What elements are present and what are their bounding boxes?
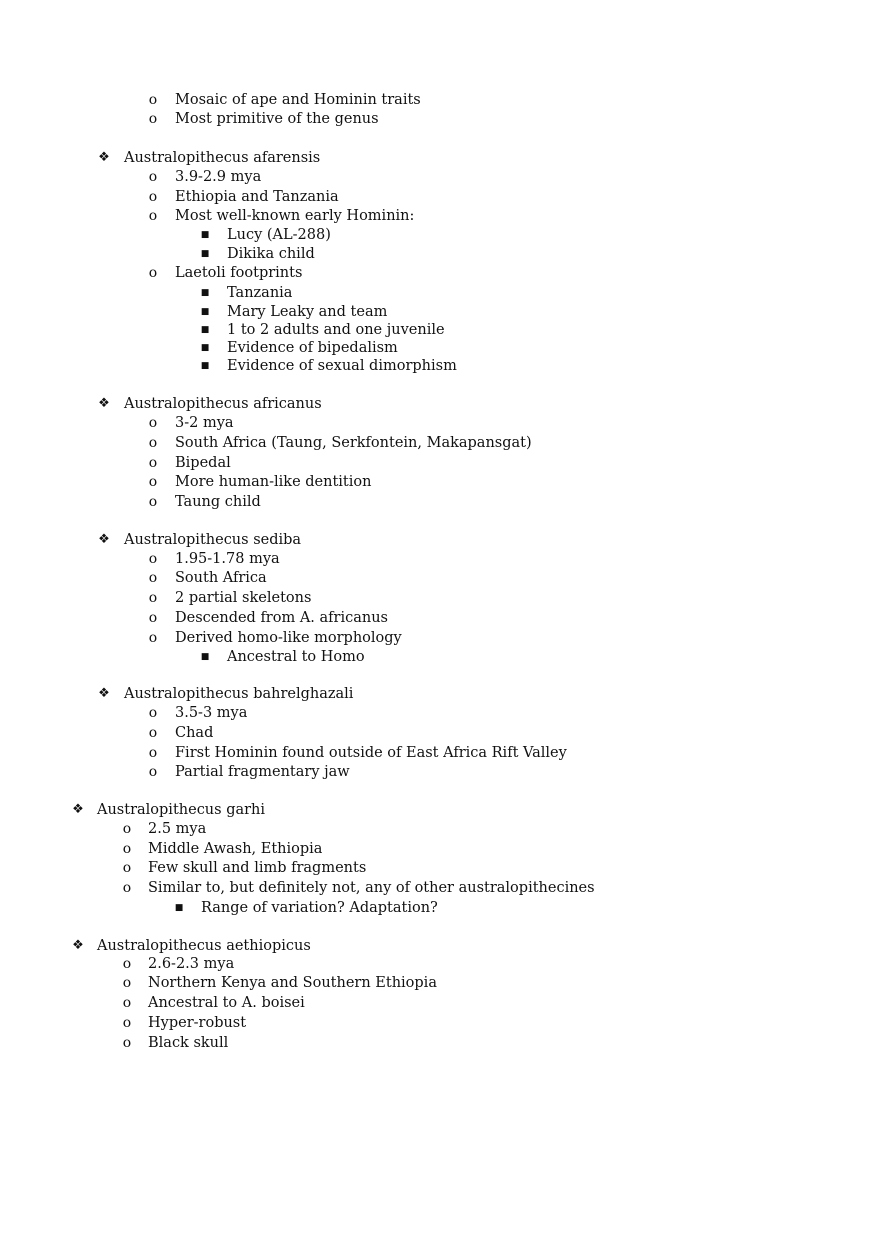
square-bullet-icon: ■ bbox=[200, 230, 210, 240]
list-item-text: 3.9-2.9 mya bbox=[175, 169, 262, 185]
square-bullet-icon: ■ bbox=[200, 307, 210, 317]
square-bullet-icon: ■ bbox=[200, 361, 210, 371]
diamond-bullet-icon: ❖ bbox=[98, 532, 110, 547]
list-item-text: Ancestral to A. boisei bbox=[148, 995, 305, 1011]
circle-bullet-icon: o bbox=[148, 111, 158, 127]
sub-item-text: Dikika child bbox=[227, 246, 315, 262]
list-item-text: 3.5-3 mya bbox=[175, 705, 248, 721]
sub-item-text: 1 to 2 adults and one juvenile bbox=[227, 322, 445, 338]
list-item-text: Hyper-robust bbox=[148, 1015, 247, 1031]
circle-bullet-icon: o bbox=[148, 551, 158, 567]
list-item-text: Northern Kenya and Southern Ethiopia bbox=[148, 975, 437, 991]
list-item-text: South Africa (Taung, Serkfontein, Makapansgat) bbox=[175, 435, 532, 451]
heading-text: Australopithecus bahrelghazali bbox=[124, 686, 354, 702]
square-bullet-icon: ■ bbox=[200, 288, 210, 298]
list-item-text: 2 partial skeletons bbox=[175, 590, 312, 606]
list-item-text: Most well-known early Hominin: bbox=[175, 208, 415, 224]
heading-text: Australopithecus aethiopicus bbox=[97, 938, 311, 954]
circle-bullet-icon: o bbox=[148, 92, 158, 108]
circle-bullet-icon: o bbox=[122, 841, 132, 857]
heading-text: Australopithecus sediba bbox=[124, 532, 302, 548]
circle-bullet-icon: o bbox=[148, 455, 158, 471]
list-item-text: First Hominin found outside of East Africa Rift Valley bbox=[175, 745, 567, 761]
circle-bullet-icon: o bbox=[148, 630, 158, 646]
circle-bullet-icon: o bbox=[122, 821, 132, 837]
list-item-text: 3-2 mya bbox=[175, 415, 234, 431]
list-item-text: Middle Awash, Ethiopia bbox=[148, 841, 323, 857]
circle-bullet-icon: o bbox=[148, 570, 158, 586]
list-item-text: 2.6-2.3 mya bbox=[148, 956, 235, 972]
diamond-bullet-icon: ❖ bbox=[98, 686, 110, 701]
circle-bullet-icon: o bbox=[148, 189, 158, 205]
sub-item-text: Mary Leaky and team bbox=[227, 304, 388, 320]
square-bullet-icon: ■ bbox=[200, 325, 210, 335]
sub-item-text: Evidence of sexual dimorphism bbox=[227, 358, 457, 374]
diamond-bullet-icon: ❖ bbox=[98, 150, 110, 165]
list-item-text: Laetoli footprints bbox=[175, 265, 303, 281]
list-item-text: Chad bbox=[175, 725, 214, 741]
list-item-text: Ethiopia and Tanzania bbox=[175, 189, 339, 205]
list-item-text: Black skull bbox=[148, 1035, 229, 1051]
list-item-text: Taung child bbox=[175, 494, 261, 510]
circle-bullet-icon: o bbox=[122, 956, 132, 972]
square-bullet-icon: ■ bbox=[174, 903, 184, 913]
circle-bullet-icon: o bbox=[148, 610, 158, 626]
circle-bullet-icon: o bbox=[122, 975, 132, 991]
diamond-bullet-icon: ❖ bbox=[72, 802, 84, 817]
square-bullet-icon: ■ bbox=[200, 652, 210, 662]
list-item-text: Most primitive of the genus bbox=[175, 111, 379, 127]
circle-bullet-icon: o bbox=[148, 590, 158, 606]
circle-bullet-icon: o bbox=[148, 764, 158, 780]
sub-item-text: Ancestral to Homo bbox=[227, 649, 365, 665]
square-bullet-icon: ■ bbox=[200, 249, 210, 259]
circle-bullet-icon: o bbox=[122, 860, 132, 876]
square-bullet-icon: ■ bbox=[200, 343, 210, 353]
list-item-text: Similar to, but definitely not, any of other australopithecines bbox=[148, 880, 595, 896]
diamond-bullet-icon: ❖ bbox=[72, 938, 84, 953]
circle-bullet-icon: o bbox=[148, 415, 158, 431]
circle-bullet-icon: o bbox=[122, 880, 132, 896]
list-item-text: Partial fragmentary jaw bbox=[175, 764, 350, 780]
sub-item-text: Range of variation? Adaptation? bbox=[201, 900, 438, 916]
circle-bullet-icon: o bbox=[148, 474, 158, 490]
list-item-text: Mosaic of ape and Hominin traits bbox=[175, 92, 421, 108]
heading-text: Australopithecus afarensis bbox=[124, 150, 321, 166]
list-item-text: 1.95-1.78 mya bbox=[175, 551, 280, 567]
list-item-text: Derived homo-like morphology bbox=[175, 630, 402, 646]
circle-bullet-icon: o bbox=[148, 169, 158, 185]
circle-bullet-icon: o bbox=[148, 435, 158, 451]
circle-bullet-icon: o bbox=[148, 725, 158, 741]
sub-item-text: Evidence of bipedalism bbox=[227, 340, 398, 356]
circle-bullet-icon: o bbox=[122, 1015, 132, 1031]
sub-item-text: Lucy (AL-288) bbox=[227, 227, 331, 243]
heading-text: Australopithecus garhi bbox=[97, 802, 266, 818]
list-item-text: 2.5 mya bbox=[148, 821, 207, 837]
circle-bullet-icon: o bbox=[122, 995, 132, 1011]
circle-bullet-icon: o bbox=[122, 1035, 132, 1051]
circle-bullet-icon: o bbox=[148, 494, 158, 510]
list-item-text: Bipedal bbox=[175, 455, 231, 471]
circle-bullet-icon: o bbox=[148, 208, 158, 224]
list-item-text: More human-like dentition bbox=[175, 474, 372, 490]
circle-bullet-icon: o bbox=[148, 705, 158, 721]
sub-item-text: Tanzania bbox=[227, 285, 293, 301]
list-item-text: Descended from A. africanus bbox=[175, 610, 388, 626]
diamond-bullet-icon: ❖ bbox=[98, 396, 110, 411]
circle-bullet-icon: o bbox=[148, 265, 158, 281]
heading-text: Australopithecus africanus bbox=[124, 396, 322, 412]
list-item-text: Few skull and limb fragments bbox=[148, 860, 367, 876]
list-item-text: South Africa bbox=[175, 570, 267, 586]
circle-bullet-icon: o bbox=[148, 745, 158, 761]
